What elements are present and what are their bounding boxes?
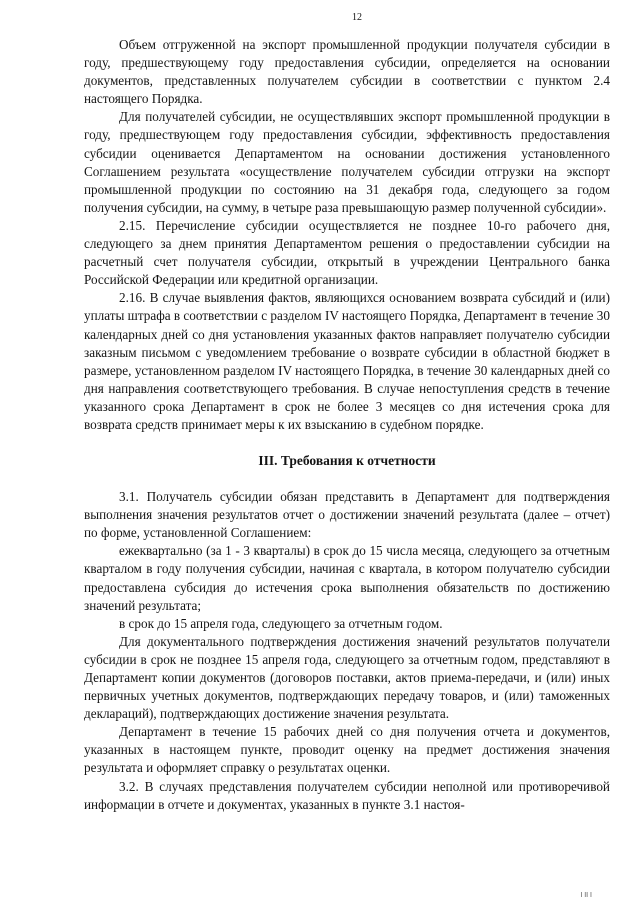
paragraph-documentary-confirmation: Для документального подтверждения достижения значений результатов получатели субсидии в срок не позднее 15 апреля года, следующего за отчетным годом, представляют в Департамент копии документов (договоров поставки, актов приема-передачи, и (или) иных первичных учетных документов, подтверждающих передачу товаров, и (или) таможенных деклараций), подтверждающих достижение значения результата. [84, 633, 610, 722]
paragraph-non-exporters: Для получателей субсидии, не осуществлявших экспорт промышленной продукции в году, предшествующем году предоставления субсидии, эффективность предоставления субсидии оценивается Департаментом на основании достижения установленного Соглашением результата «осуществление получателем субсидии отгрузки на экспорт промышленной продукции по состоянию на 31 декабря года, следующего за годом получения субсидии, на сумму, в четыре раза превышающую размер полученной субсидии». [84, 109, 610, 215]
paragraph-2-15: 2.15. Перечисление субсидии осуществляется не позднее 10-го рабочего дня, следующего за днем принятия Департаментом решения о предоставлении субсидии на расчетный счет получателя субсидии, открытый в учреждении Центрального банка Российской Федерации или кредитной организации. [84, 217, 610, 288]
page-number: 12 [352, 12, 362, 23]
document-body [84, 36, 610, 814]
paragraph-3-1: 3.1. Получатель субсидии обязан представить в Департамент для подтверждения выполнения значения результатов отчет о достижении значений результата (далее – отчет) по форме, установленной Соглашением: [84, 489, 610, 541]
paragraph-3-2: 3.2. В случаях представления получателем субсидии неполной или противоречивой информации в отчете и документах, указанных в пункте 3.1 настоя- [84, 778, 610, 812]
paragraph-quarterly: ежеквартально (за 1 - 3 кварталы) в срок до 15 числа месяца, следующего за отчетным кварталом в году получения субсидии, начиная с квартала, в котором получателю субсидии предоставлена субсидия до истечения срока выполнения обязательств по достижению значений результата; [84, 543, 610, 613]
paragraph-export-volume: Объем отгруженной на экспорт промышленной продукции получателя субсидии в году, предшествующему году предоставления субсидии, определяется на основании документов, представленных получателем субсидии в соответствии с пунктом 2.4 настоящего Порядка. [84, 37, 610, 107]
paragraph-department-review: Департамент в течение 15 рабочих дней со дня получения отчета и документов, указанных в настоящем пункте, проводит оценку на предмет достижения значения результата и оформляет справку о результатах оценки. [84, 724, 610, 776]
paragraph-2-16: 2.16. В случае выявления фактов, являющихся основанием возврата субсидий и (или) уплаты штрафа в соответствии с разделом IV настоящего Порядка, Департамент в течение 30 календарных дней со дня установления указанных фактов направляет получателю субсидии заказным письмом с уведомлением требование о возврате субсидии в областной бюджет в размере, установленном разделом IV настоящего Порядка, в течение 30 календарных дней со дня направления соответствующего требования. В случае непоступления средств в течение указанного срока Департамент в срок не более 3 месяцев со дня истечения срока для возврата средств принимает меры к их взысканию в судебном порядке. [84, 290, 610, 432]
footer-mark: I II I [580, 892, 592, 899]
paragraph-april-deadline: в срок до 15 апреля года, следующего за отчетным годом. [119, 615, 443, 631]
section-heading: III. Требования к отчетности [258, 453, 436, 469]
